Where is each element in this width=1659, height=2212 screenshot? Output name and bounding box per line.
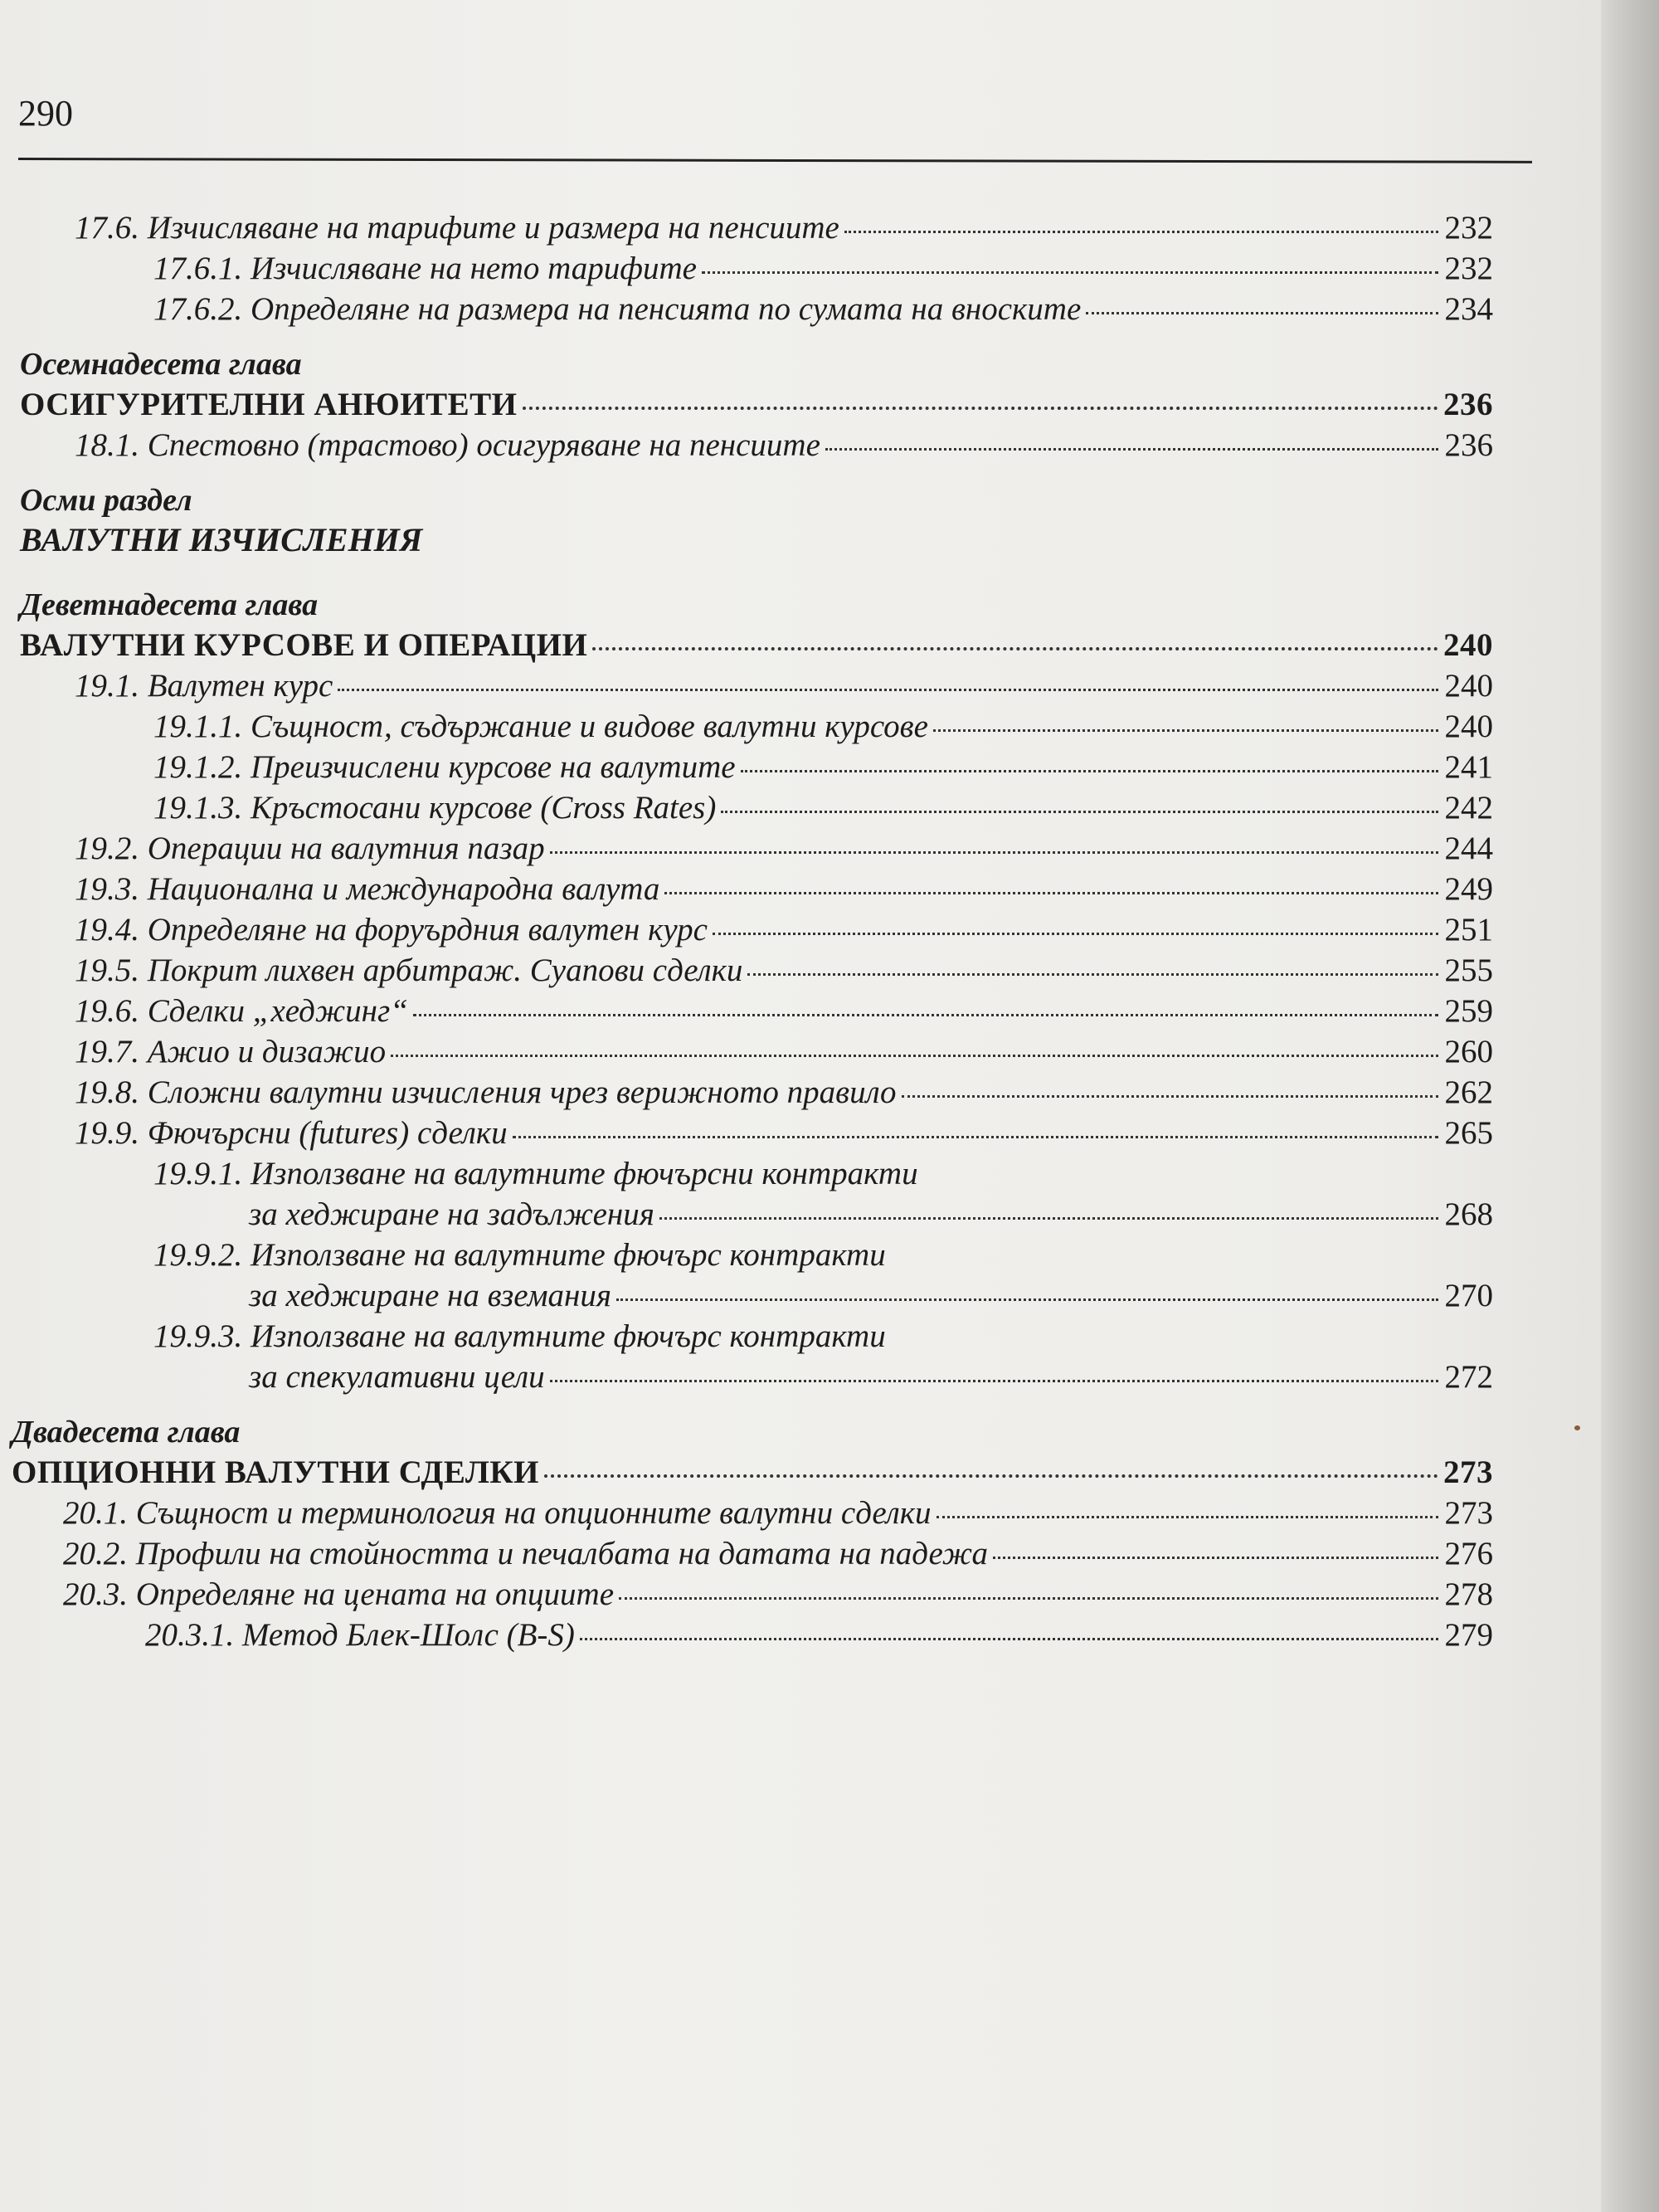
toc-entry-page: 241 (1444, 749, 1493, 785)
toc-entry-label: 19.1. Валутен курс (75, 668, 333, 704)
chapter-title-entry (0, 625, 1493, 665)
toc-entry-page: 268 (1444, 1196, 1493, 1232)
section-label: Осми раздел (20, 483, 192, 518)
toc-entry (0, 909, 1493, 950)
toc-entry (0, 1316, 1493, 1357)
toc-entry (0, 950, 1493, 991)
toc-entry (0, 248, 1493, 289)
toc-entry-label: 20.3.1. Метод Блек-Шолс (B-S) (145, 1617, 575, 1653)
toc-entry-page: 255 (1444, 953, 1493, 988)
toc-entry-page: 262 (1444, 1074, 1493, 1110)
toc-entry-label: 20.3. Определяне на цената на опциите (63, 1576, 615, 1612)
toc-entry-label: 19.2. Операции на валутния пазар (75, 831, 545, 866)
dot-leader (902, 1095, 1438, 1098)
toc-entry-page: 259 (1444, 993, 1493, 1029)
dot-leader (993, 1557, 1438, 1559)
dot-leader (933, 729, 1438, 732)
dot-leader (747, 973, 1438, 976)
toc-entry (0, 1493, 1493, 1533)
dot-leader (825, 448, 1438, 451)
toc-entry-label: 17.6. Изчисляване на тарифите и размера на пенсиите (75, 210, 839, 246)
toc-entry (0, 747, 1493, 787)
dot-leader (616, 1298, 1438, 1301)
toc-entry (0, 1235, 1493, 1275)
dot-leader (338, 689, 1438, 691)
toc-entry-label: 19.4. Определяне на форуърдния валутен курс (75, 912, 708, 948)
dot-leader (580, 1638, 1438, 1640)
toc-entry-label: 19.5. Покрит лихвен арбитраж. Суапови сделки (75, 953, 743, 988)
toc-entry-page: 249 (1444, 871, 1493, 907)
toc-entry-page: 236 (1444, 427, 1493, 463)
toc-entry-label-continuation: за спекулативни цели (249, 1359, 545, 1395)
toc-entry (0, 1533, 1493, 1574)
toc-entry (0, 425, 1493, 465)
ink-speck (1574, 1425, 1580, 1430)
dot-leader (413, 1014, 1438, 1016)
dot-leader (391, 1055, 1438, 1057)
toc-entry (0, 706, 1493, 747)
dot-leader (659, 1217, 1438, 1220)
toc-entry-continuation (0, 1357, 1493, 1397)
toc-entry (0, 665, 1493, 706)
toc-entry-label: 19.8. Сложни валутни изчисления чрез верижното правило (75, 1074, 897, 1110)
dot-leader (713, 933, 1438, 935)
chapter-title: ОСИГУРИТЕЛНИ АНЮИТЕТИ (20, 387, 518, 422)
toc-entry-label: 20.2. Профили на стойността и печалбата на датата на падежа (63, 1536, 989, 1571)
toc-entry-page: 270 (1444, 1278, 1493, 1313)
toc-entry-page: 240 (1443, 627, 1493, 663)
toc-entry-label: 17.6.2. Определяне на размера на пенсията по сумата на вноските (153, 291, 1082, 327)
chapter-label: Деветнадесета глава (20, 587, 319, 622)
dot-leader (664, 892, 1438, 894)
toc-entry (0, 1153, 1493, 1194)
toc-entry-page: 272 (1444, 1359, 1493, 1395)
toc-entry-label-continuation: за хеджиране на задължения (249, 1196, 654, 1232)
dot-leader (741, 770, 1438, 772)
dot-leader (513, 1136, 1438, 1138)
toc-entry (0, 787, 1493, 828)
toc-entry-page: 265 (1444, 1115, 1493, 1151)
section-title: ВАЛУТНИ ИЗЧИСЛЕНИЯ (20, 521, 423, 558)
dot-leader (702, 271, 1438, 274)
dot-leader (937, 1516, 1439, 1518)
chapter-label: Двадесета глава (12, 1415, 241, 1449)
toc-entry-page: 232 (1444, 251, 1493, 286)
dot-leader (619, 1597, 1438, 1600)
toc-entry (0, 1615, 1493, 1655)
toc-entry (0, 1574, 1493, 1615)
chapter-title-entry (0, 384, 1493, 425)
dot-leader (592, 647, 1438, 650)
toc-entry-label: 19.9.3. Използване на валутните фючърс контракти (153, 1318, 886, 1354)
toc-entry-page: 260 (1444, 1034, 1493, 1069)
dot-leader (523, 407, 1438, 410)
table-of-contents (0, 207, 1493, 1655)
toc-entry (0, 1113, 1493, 1153)
dot-leader (844, 231, 1438, 233)
toc-entry (0, 289, 1493, 329)
toc-entry-label: 19.9.1. Използване на валутните фючърсни контракти (153, 1156, 918, 1191)
toc-entry-label: 19.3. Национална и международна валута (75, 871, 660, 907)
toc-entry (0, 207, 1493, 248)
book-spine-shadow (1601, 0, 1659, 2212)
toc-entry-label: 19.9.2. Използване на валутните фючърс контракти (153, 1237, 886, 1273)
dot-leader (550, 1380, 1438, 1382)
toc-entry-continuation (0, 1194, 1493, 1235)
toc-entry-page: 244 (1444, 831, 1493, 866)
toc-entry (0, 869, 1493, 909)
toc-entry-page: 273 (1444, 1495, 1493, 1531)
page-number: 290 (18, 93, 73, 134)
chapter-title: ОПЦИОННИ ВАЛУТНИ СДЕЛКИ (12, 1454, 539, 1490)
toc-entry-page: 236 (1443, 387, 1493, 422)
toc-entry-page: 242 (1444, 790, 1493, 826)
dot-leader (544, 1474, 1438, 1478)
toc-entry-page: 279 (1444, 1617, 1493, 1653)
toc-entry-label: 20.1. Същност и терминология на опционните валутни сделки (63, 1495, 932, 1531)
header-rule (18, 158, 1532, 163)
chapter-label: Осемнадесета глава (20, 347, 302, 382)
dot-leader (1086, 312, 1438, 314)
toc-entry (0, 828, 1493, 869)
toc-entry (0, 991, 1493, 1031)
toc-entry-label: 19.1.3. Кръстосани курсове (Cross Rates) (153, 790, 717, 826)
toc-entry (0, 1031, 1493, 1072)
toc-entry-page: 240 (1444, 668, 1493, 704)
toc-entry-label: 17.6.1. Изчисляване на нето тарифите (153, 251, 697, 286)
chapter-title-entry (0, 1452, 1493, 1493)
toc-entry-continuation (0, 1275, 1493, 1316)
toc-entry-page: 234 (1444, 291, 1493, 327)
toc-entry (0, 1072, 1493, 1113)
toc-entry-page: 273 (1443, 1454, 1493, 1490)
toc-entry-label: 19.1.2. Преизчислени курсове на валутите (153, 749, 736, 785)
toc-entry-page: 278 (1444, 1576, 1493, 1612)
toc-entry-label: 18.1. Спестовно (трастово) осигуряване на пенсиите (75, 427, 820, 463)
toc-entry-page: 232 (1444, 210, 1493, 246)
toc-entry-label: 19.9. Фючърсни (futures) сделки (75, 1115, 508, 1151)
toc-entry-label-continuation: за хеджиране на вземания (249, 1278, 611, 1313)
dot-leader (550, 851, 1438, 854)
toc-entry-label: 19.7. Ажио и дизажио (75, 1034, 387, 1069)
toc-entry-label: 19.1.1. Същност, съдържание и видове валутни курсове (153, 709, 928, 744)
toc-entry-label: 19.6. Сделки „хеджинг“ (75, 993, 408, 1029)
chapter-title: ВАЛУТНИ КУРСОВЕ И ОПЕРАЦИИ (20, 627, 588, 663)
toc-entry-page: 240 (1444, 709, 1493, 744)
toc-entry-page: 251 (1444, 912, 1493, 948)
toc-entry-page: 276 (1444, 1536, 1493, 1571)
dot-leader (721, 811, 1438, 813)
